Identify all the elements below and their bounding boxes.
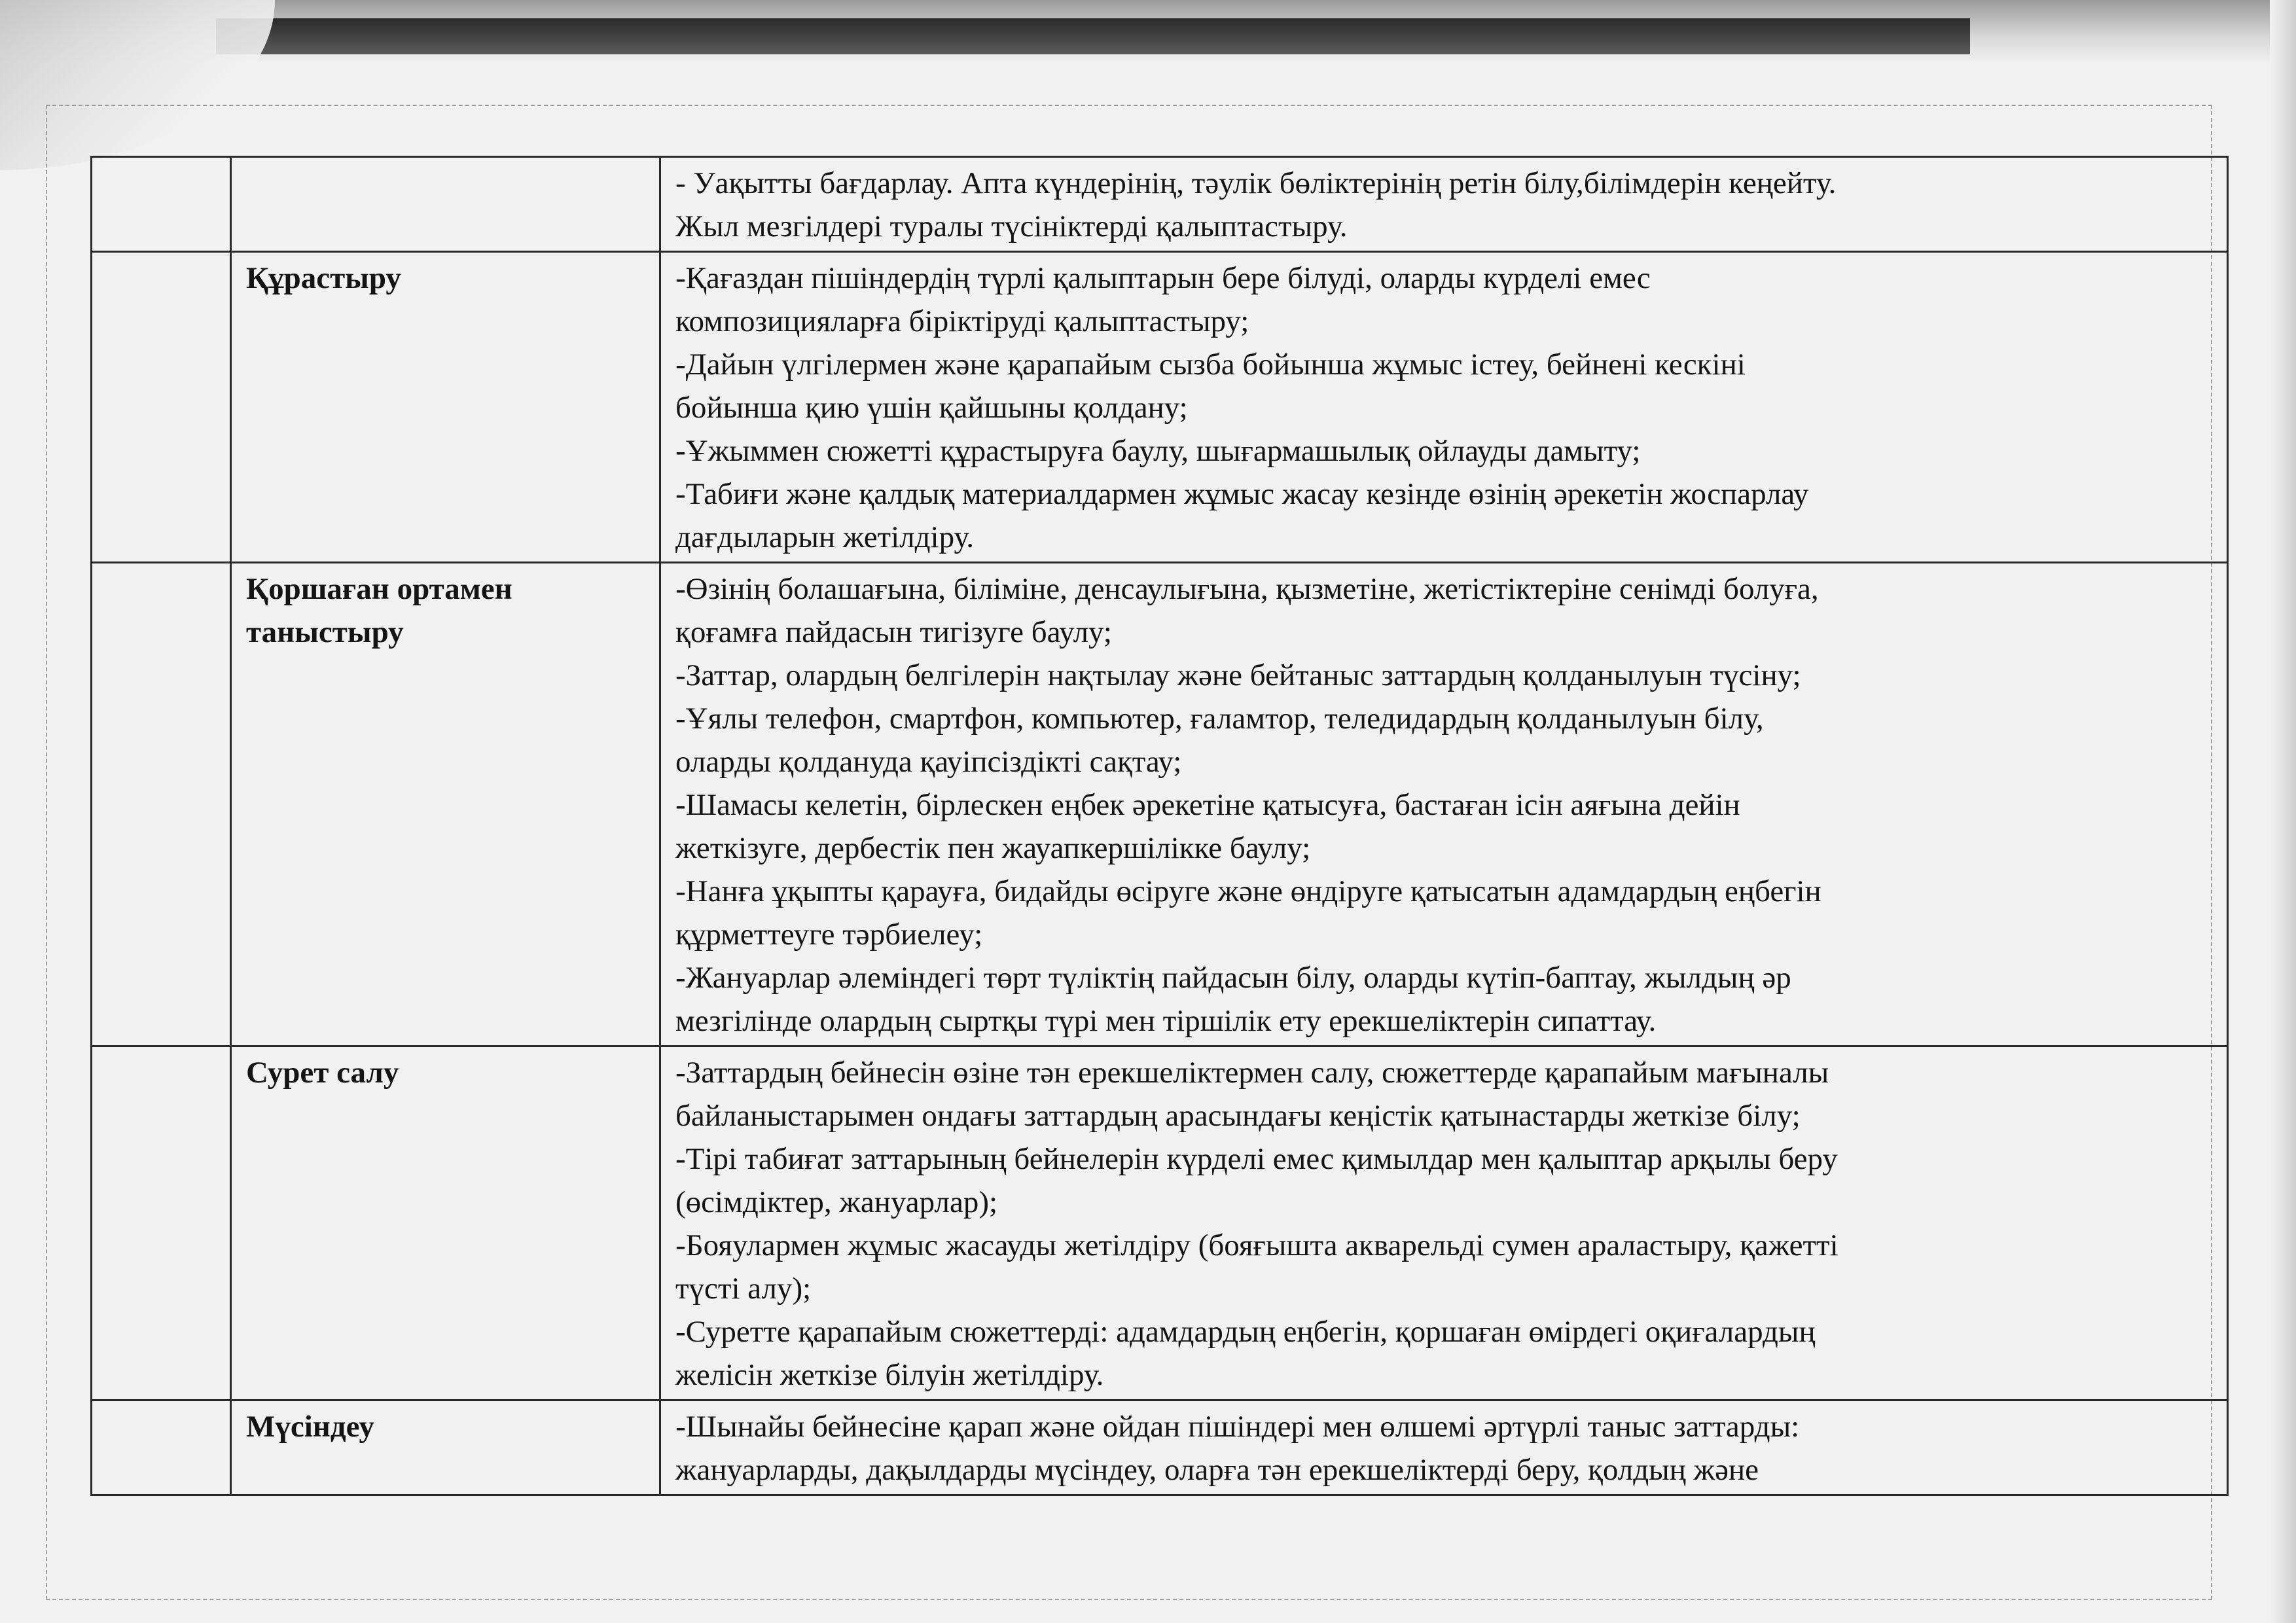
subject-cell: Мүсіндеу	[231, 1400, 660, 1495]
table-row	[92, 1400, 2228, 1495]
table-row	[92, 252, 2228, 563]
table-row	[92, 1046, 2228, 1400]
description-line: құрметтеуге тәрбиелеу;	[675, 918, 983, 952]
description-line: түсті алу);	[675, 1272, 812, 1306]
description-line: - Уақытты бағдарлау. Апта күндерінің, тәулік бөліктерінің ретін білу,білімдерін кеңейту.	[675, 166, 1837, 200]
description-line: -Суретте қарапайым сюжеттерді: адамдардың еңбегін, қоршаған өмірдегі оқиғалардың	[675, 1315, 1816, 1349]
table-row	[92, 563, 2228, 1046]
description-line: -Ұжыммен сюжетті құрастыруға баулу, шығармашылық ойлауды дамыту;	[675, 434, 1641, 468]
subject-cell: Сурет салу	[231, 1046, 660, 1400]
description-cell	[660, 1046, 2228, 1400]
curriculum-table	[90, 156, 2229, 1496]
subject-cell: Қоршаған ортамен таныстыру	[231, 563, 660, 1046]
description-line: мезгілінде олардың сыртқы түрі мен тіршілік ету ерекшеліктерін сипаттау.	[675, 1004, 1657, 1038]
description-cell	[660, 157, 2228, 252]
description-line: -Жануарлар әлеміндегі төрт түліктің пайдасын білу, оларды күтіп-баптау, жылдың әр	[675, 961, 1791, 995]
number-cell	[92, 157, 231, 252]
description-line: -Табиғи және қалдық материалдармен жұмыс жасау кезінде өзінің әрекетін жоспарлау	[675, 477, 1809, 511]
description-line: -Заттар, олардың белгілерін нақтылау және бейтаныс заттардың қолданылуын түсіну;	[675, 658, 1801, 692]
subject-cell	[231, 157, 660, 252]
description-line: композицияларға біріктіруді қалыптастыру;	[675, 304, 1249, 338]
subject-cell: Құрастыру	[231, 252, 660, 563]
number-cell	[92, 563, 231, 1046]
description-line: жеткізуге, дербестік пен жауапкершілікке баулу;	[675, 831, 1311, 865]
description-line: (өсімдіктер, жануарлар);	[675, 1185, 998, 1219]
description-line: -Бояулармен жұмыс жасауды жетілдіру (бояғышта акварельді сумен араластыру, қажетті	[675, 1228, 1839, 1262]
description-line: -Нанға ұқыпты қарауға, бидайды өсіруге және өндіруге қатысатын адамдардың еңбегін	[675, 874, 1821, 908]
description-line: -Тірі табиғат заттарының бейнелерін күрделі емес қимылдар мен қалыптар арқылы беру	[675, 1142, 1838, 1176]
description-line: -Шамасы келетін, бірлескен еңбек әрекетіне қатысуға, бастаған ісін аяғына дейін	[675, 788, 1740, 822]
description-line: -Дайын үлгілермен және қарапайым сызба бойынша жұмыс істеу, бейнені кескіні	[675, 348, 1746, 382]
description-line: жануарларды, дақылдарды мүсіндеу, оларға тән ерекшеліктерді беру, қолдың және	[675, 1453, 1759, 1487]
number-cell	[92, 1400, 231, 1495]
description-line: -Өзінің болашағына, біліміне, денсаулығына, қызметіне, жетістіктеріне сенімді болуға,	[675, 572, 1819, 606]
description-line: -Қағаздан пішіндердің түрлі қалыптарын бере білуді, оларды күрделі емес	[675, 261, 1651, 295]
description-cell	[660, 1400, 2228, 1495]
description-line: желісін жеткізе білуін жетілдіру.	[675, 1358, 1104, 1392]
description-line: Жыл мезгілдері туралы түсініктерді қалыптастыру.	[675, 209, 1348, 243]
description-cell	[660, 252, 2228, 563]
number-cell	[92, 252, 231, 563]
description-cell	[660, 563, 2228, 1046]
description-line: дағдыларын жетілдіру.	[675, 520, 975, 554]
description-line: -Шынайы бейнесіне қарап және ойдан пішіндері мен өлшемі әртүрлі таныс заттарды:	[675, 1410, 1800, 1444]
page-right-edge	[2270, 0, 2296, 1623]
description-line: -Ұялы телефон, смартфон, компьютер, ғаламтор, теледидардың қолданылуын білу,	[675, 702, 1764, 736]
description-line: -Заттардың бейнесін өзіне тән ерекшеліктермен салу, сюжеттерде қарапайым мағыналы	[675, 1056, 1829, 1090]
description-line: оларды қолдануда қауіпсіздікті сақтау;	[675, 745, 1182, 779]
number-cell	[92, 1046, 231, 1400]
description-line: қоғамға пайдасын тигізуге баулу;	[675, 615, 1112, 649]
table-row	[92, 157, 2228, 252]
description-line: бойынша қию үшін қайшыны қолдану;	[675, 391, 1188, 425]
description-line: байланыстарымен ондағы заттардың арасындағы кеңістік қатынастарды жеткізе білу;	[675, 1099, 1801, 1133]
scan-dark-band	[216, 18, 1970, 54]
